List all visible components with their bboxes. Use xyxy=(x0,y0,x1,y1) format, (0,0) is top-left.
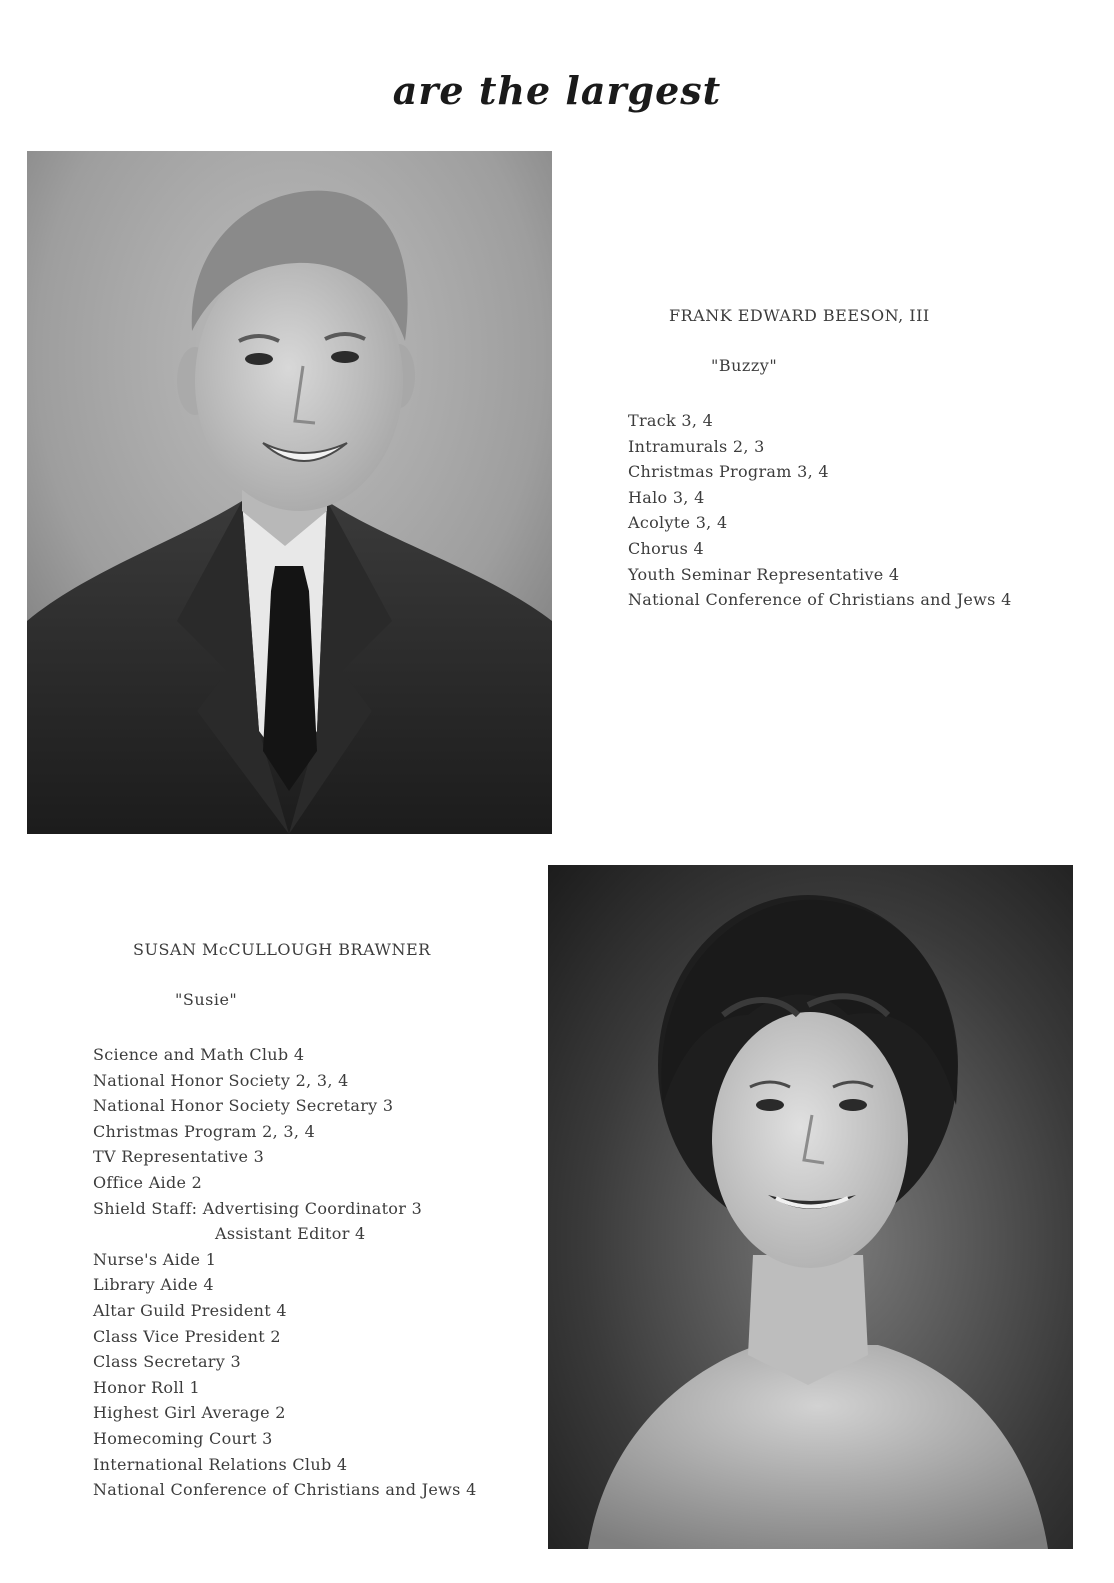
activity-item: TV Representative 3 xyxy=(93,1147,265,1167)
bio-susan-brawner xyxy=(93,940,543,1510)
senior-name: FRANK EDWARD BEESON, III xyxy=(669,306,930,325)
activities-list xyxy=(93,1042,477,1503)
senior-name: SUSAN McCULLOUGH BRAWNER xyxy=(133,940,431,959)
bio-frank-beeson xyxy=(628,306,1098,626)
portrait-photo-susan-brawner xyxy=(548,865,1073,1549)
activity-item: Highest Girl Average 2 xyxy=(93,1403,286,1423)
activity-item: Office Aide 2 xyxy=(93,1172,203,1192)
activity-item: Track 3, 4 xyxy=(628,411,714,430)
activity-item: National Conference of Christians and Jews 4 xyxy=(93,1480,477,1500)
activity-item: Christmas Program 3, 4 xyxy=(628,462,829,482)
activities-list xyxy=(628,408,1012,613)
senior-nickname: "Susie" xyxy=(175,990,238,1009)
activity-item: Class Secretary 3 xyxy=(93,1352,241,1372)
activity-item: National Conference of Christians and Jews 4 xyxy=(628,590,1012,610)
activity-item: Honor Roll 1 xyxy=(93,1377,201,1397)
portrait-photo-frank-beeson xyxy=(27,151,552,834)
activity-item: Youth Seminar Representative 4 xyxy=(628,564,900,584)
activity-item: National Honor Society 2, 3, 4 xyxy=(93,1070,349,1090)
activity-item: Science and Math Club 4 xyxy=(93,1045,305,1064)
activity-item: Christmas Program 2, 3, 4 xyxy=(93,1121,316,1141)
activity-item: Altar Guild President 4 xyxy=(93,1300,287,1320)
activity-item: Class Vice President 2 xyxy=(93,1326,281,1346)
activity-item: Chorus 4 xyxy=(628,538,705,558)
activity-item: Halo 3, 4 xyxy=(628,487,705,507)
activity-item: National Honor Society Secretary 3 xyxy=(93,1096,394,1116)
senior-nickname: "Buzzy" xyxy=(711,356,778,375)
activity-item: Intramurals 2, 3 xyxy=(628,436,765,456)
activity-item: Acolyte 3, 4 xyxy=(628,513,728,533)
activity-item: Shield Staff: Advertising Coordinator 3 xyxy=(93,1198,423,1218)
page-header-script-title: are the largest xyxy=(392,68,722,113)
activity-item: Homecoming Court 3 xyxy=(93,1428,273,1448)
activity-item: International Relations Club 4 xyxy=(93,1454,348,1474)
activity-item: Assistant Editor 4 xyxy=(215,1224,366,1244)
activity-item: Library Aide 4 xyxy=(93,1275,214,1295)
activity-item: Nurse's Aide 1 xyxy=(93,1249,217,1269)
